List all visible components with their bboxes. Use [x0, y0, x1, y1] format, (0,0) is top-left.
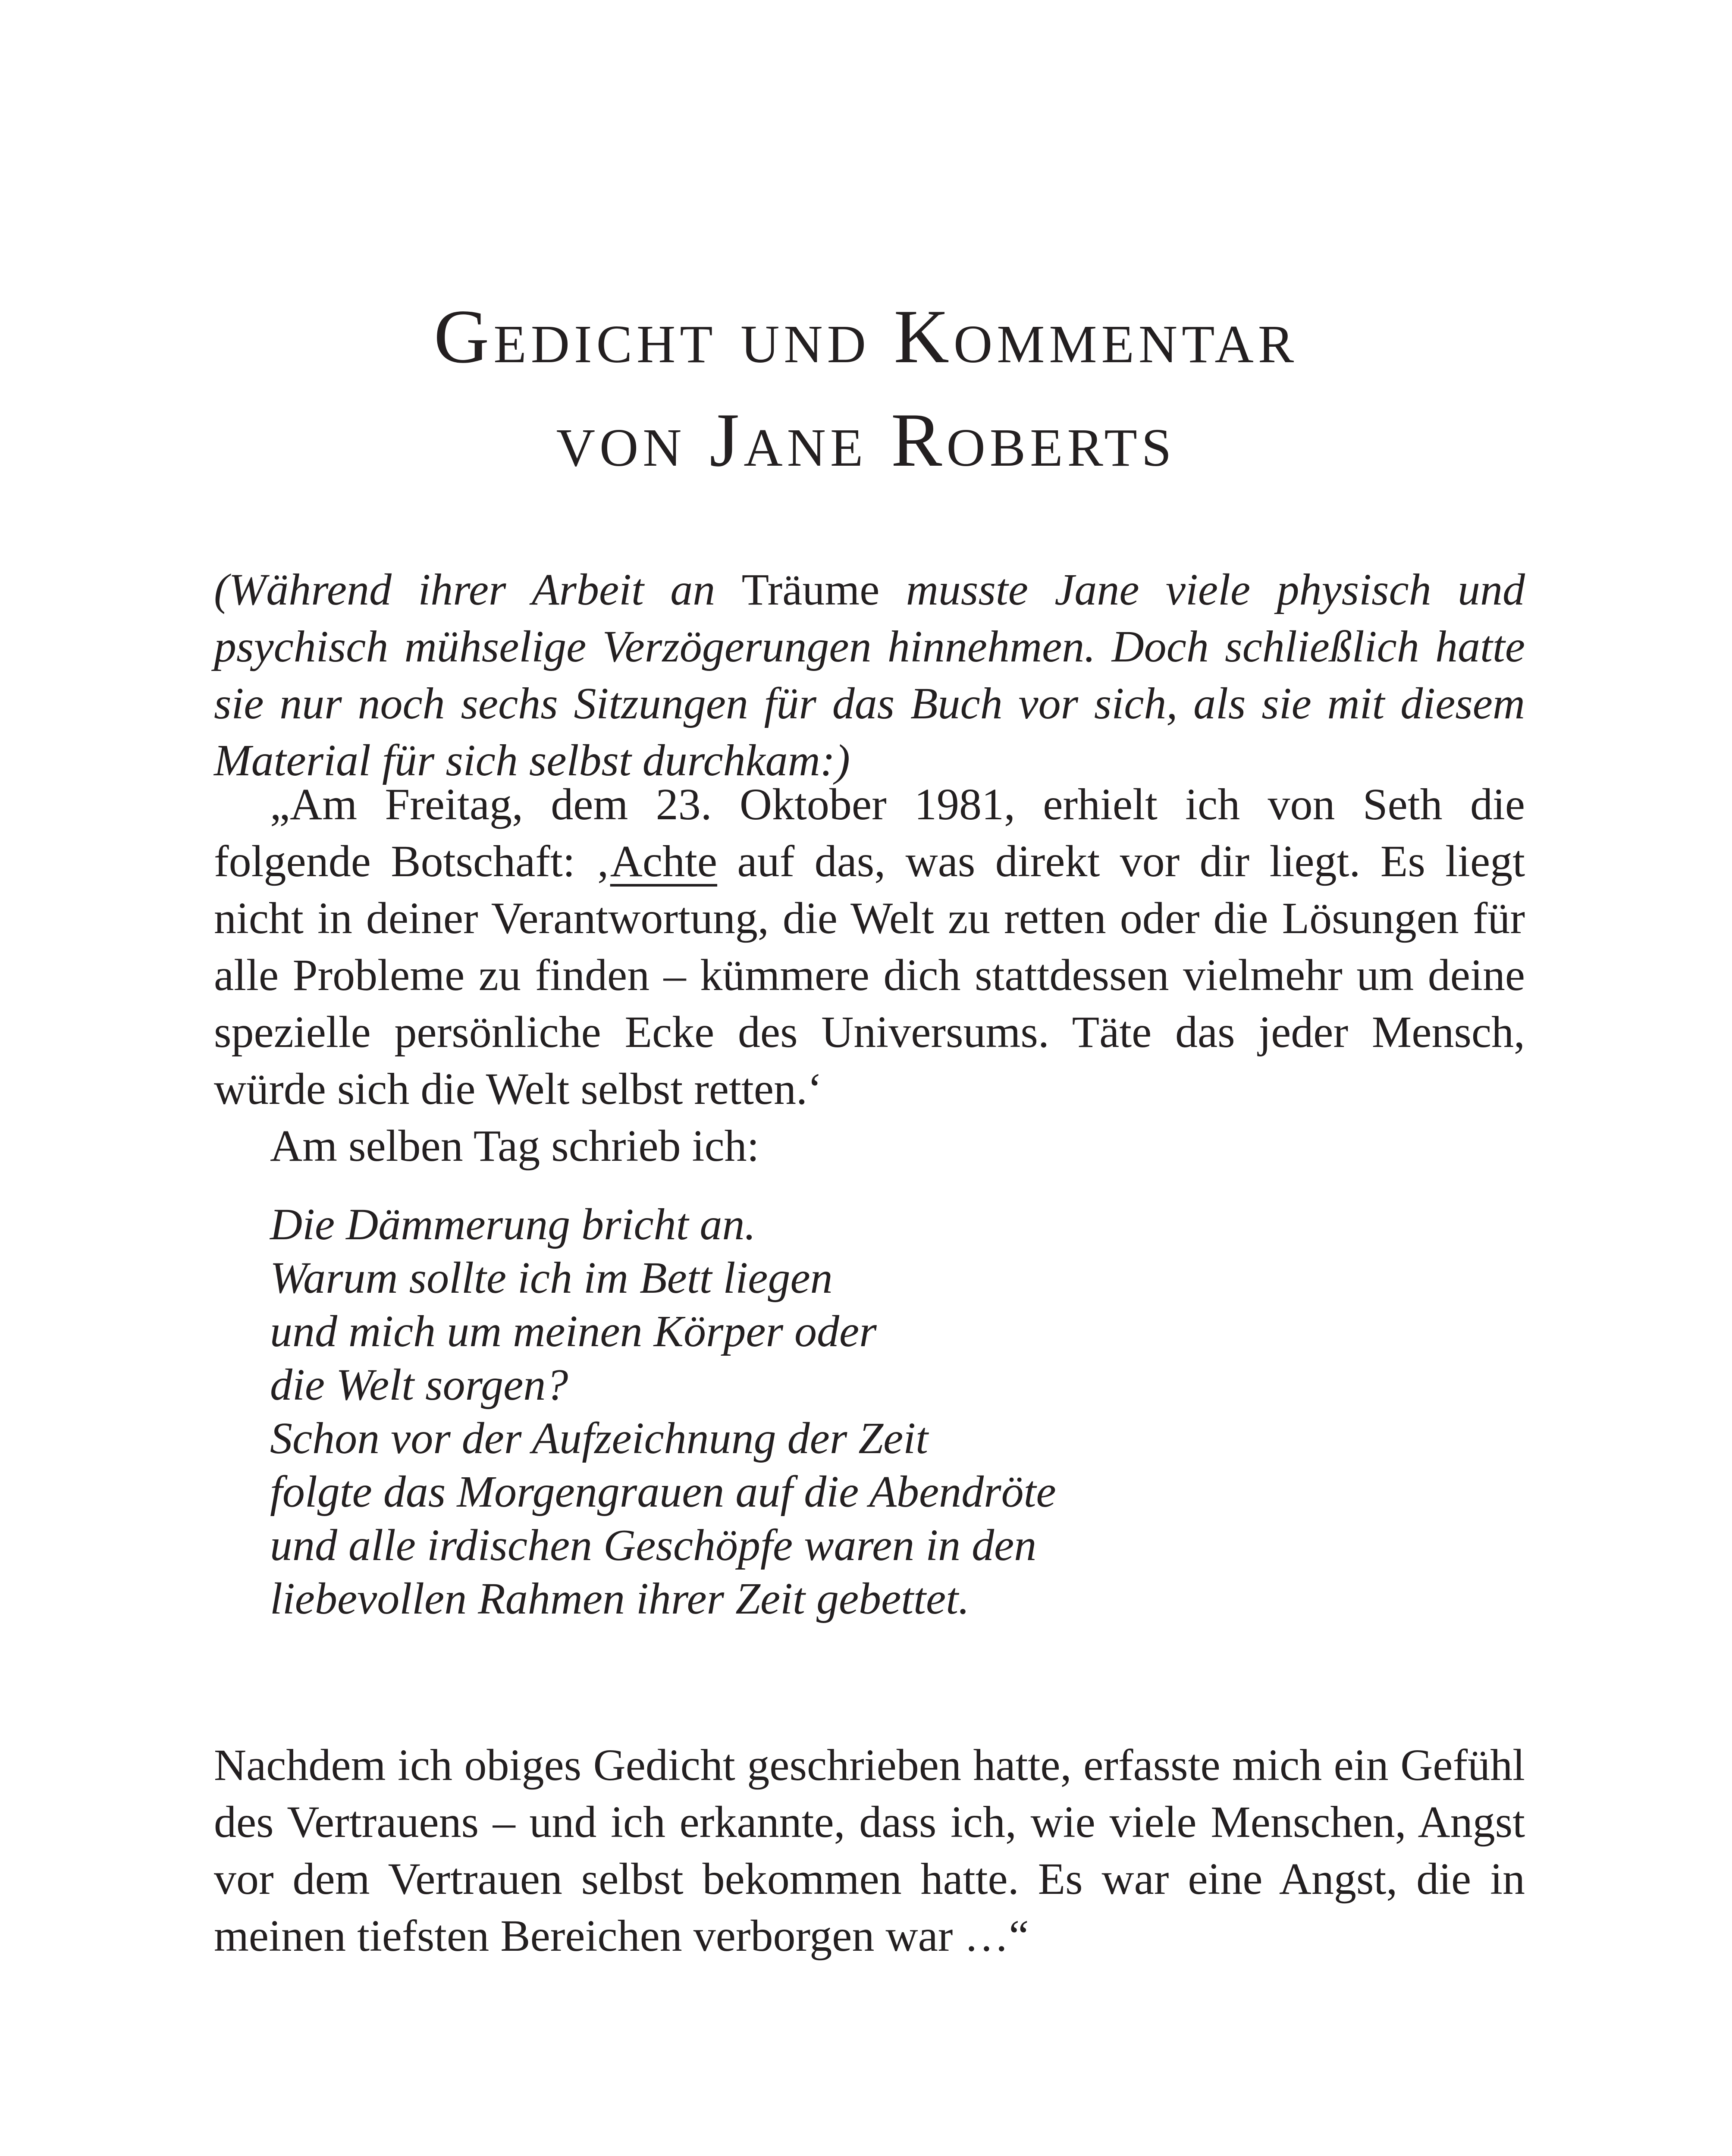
editor-intro-paragraph [214, 561, 1525, 789]
chapter-title-line-2: von Jane Roberts [556, 397, 1176, 483]
quote-paragraph-1 [214, 776, 1525, 1118]
intro-text-2: musste Jane viele physisch und psychisch mühselige Verzögerungen hinnehmen. Doch schließlich hatte sie nur noch sechs Sitzungen für das Buch vor sich, als sie mit diesem Material für sich selbst durchkam:) [214, 565, 1525, 785]
poem [270, 1198, 1056, 1626]
quote-paragraph-2: Am selben Tag schrieb ich: [270, 1121, 759, 1171]
poem-line: Schon vor der Aufzeichnung der Zeit [270, 1413, 929, 1463]
intro-book-title: Träume [741, 565, 880, 614]
poem-line: und alle irdischen Geschöpfe waren in den [270, 1520, 1037, 1570]
poem-line: liebevollen Rahmen ihrer Zeit gebettet. [270, 1574, 970, 1623]
quote-text-before: „Am Freitag, dem 23. Oktober 1981, erhielt ich von Seth die folgende Botschaft: ‚ [214, 780, 1525, 886]
poem-line: und mich um meinen Körper oder [270, 1307, 877, 1356]
intro-text-1: (Während ihrer Arbeit an [214, 565, 742, 614]
poem-line: Warum sollte ich im Bett liegen [270, 1253, 833, 1303]
seth-quote-block [214, 776, 1525, 1175]
poem-line: Die Dämmerung bricht an. [270, 1200, 756, 1249]
quote-underlined-word: Achte [610, 837, 718, 886]
chapter-title-line-1: Gedicht und Kommentar [433, 294, 1299, 379]
closing-paragraph: Nachdem ich obiges Gedicht geschrieben hatte, erfasste mich ein Gefühl des Vertrauens – und ich erkannte, dass ich, wie viele Menschen, Angst vor dem Vertrauen selbst bekommen hatte. Es war eine Angst, die in meinen tiefsten Bereichen verborgen war …“ [214, 1740, 1525, 1961]
quote-text-after: auf das, was direkt vor dir liegt. Es liegt nicht in deiner Verantwortung, die Welt zu retten oder die Lösungen für alle Probleme zu finden – kümmere dich stattdessen vielmehr um deine spezielle persönliche Ecke des Universums. Täte das jeder Mensch, würde sich die Welt selbst retten.‘ [214, 837, 1525, 1114]
chapter-title [0, 285, 1732, 492]
poem-line: die Welt sorgen? [270, 1360, 568, 1410]
poem-line: folgte das Morgengrauen auf die Abendröte [270, 1467, 1056, 1517]
